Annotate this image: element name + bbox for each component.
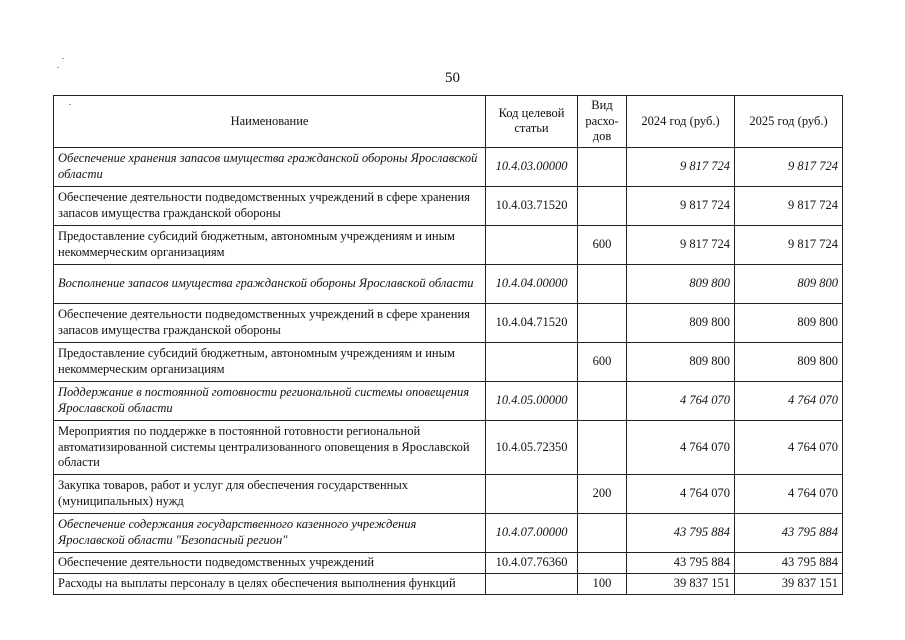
row-name-cell: Предоставление субсидий бюджетным, автономным учреждениям и иным некоммерческим организациям	[54, 342, 486, 381]
table-row	[54, 420, 843, 474]
row-2024-cell: 9 817 724	[627, 186, 735, 225]
row-code-cell: 10.4.03.71520	[486, 186, 578, 225]
row-name-cell: Обеспечение деятельности подведомственных учреждений в сфере хранения запасов имущества гражданской обороны	[54, 303, 486, 342]
row-vid-cell	[578, 552, 627, 573]
row-name-cell: Предоставление субсидий бюджетным, автономным учреждениям и иным некоммерческим организациям	[54, 225, 486, 264]
row-vid-cell: 600	[578, 225, 627, 264]
row-vid-cell: 200	[578, 474, 627, 513]
row-2025-cell: 809 800	[735, 342, 843, 381]
row-code-cell	[486, 342, 578, 381]
row-2024-cell: 4 764 070	[627, 420, 735, 474]
row-code-cell: 10.4.05.00000	[486, 381, 578, 420]
row-vid-cell: 100	[578, 573, 627, 594]
row-2025-cell: 4 764 070	[735, 381, 843, 420]
row-name-cell: Расходы на выплаты персоналу в целях обеспечения выполнения функций	[54, 573, 486, 594]
table-row	[54, 381, 843, 420]
row-name-cell: Мероприятия по поддержке в постоянной готовности региональной автоматизированной системы централизованного оповещения в Ярославской области	[54, 420, 486, 474]
row-code-cell: 10.4.04.00000	[486, 264, 578, 303]
row-name-cell: Обеспечение хранения запасов имущества гражданской обороны Ярославской области	[54, 147, 486, 186]
row-vid-cell	[578, 381, 627, 420]
row-vid-cell	[578, 264, 627, 303]
row-name-cell: Поддержание в постоянной готовности региональной системы оповещения Ярославской области	[54, 381, 486, 420]
row-2024-cell: 43 795 884	[627, 552, 735, 573]
header-code: Код целевой статьи	[486, 96, 578, 148]
table-row	[54, 573, 843, 594]
row-code-cell: 10.4.07.00000	[486, 513, 578, 552]
row-2024-cell: 9 817 724	[627, 225, 735, 264]
row-code-cell	[486, 225, 578, 264]
row-2025-cell: 9 817 724	[735, 225, 843, 264]
row-name-cell: Закупка товаров, работ и услуг для обеспечения государственных (муниципальных) нужд	[54, 474, 486, 513]
row-2025-cell: 43 795 884	[735, 552, 843, 573]
header-2024: 2024 год (руб.)	[627, 96, 735, 148]
row-2025-cell: 4 764 070	[735, 420, 843, 474]
table-row	[54, 147, 843, 186]
row-2025-cell: 809 800	[735, 264, 843, 303]
table-row	[54, 342, 843, 381]
row-code-cell	[486, 474, 578, 513]
row-code-cell: 10.4.03.00000	[486, 147, 578, 186]
header-name: Наименование	[54, 96, 486, 148]
row-vid-cell	[578, 147, 627, 186]
table-row	[54, 513, 843, 552]
row-2024-cell: 9 817 724	[627, 147, 735, 186]
row-name-cell: Восполнение запасов имущества гражданской обороны Ярославской области	[54, 264, 486, 303]
table-header-row	[54, 96, 843, 148]
row-name-cell: Обеспечение деятельности подведомственных учреждений	[54, 552, 486, 573]
row-2025-cell: 4 764 070	[735, 474, 843, 513]
header-vid: Вид расхо-дов	[578, 96, 627, 148]
row-2024-cell: 43 795 884	[627, 513, 735, 552]
table-row	[54, 186, 843, 225]
row-2025-cell: 43 795 884	[735, 513, 843, 552]
table-row	[54, 303, 843, 342]
row-name-cell: Обеспечение деятельности подведомственных учреждений в сфере хранения запасов имущества гражданской обороны	[54, 186, 486, 225]
row-vid-cell	[578, 303, 627, 342]
table-row	[54, 225, 843, 264]
row-2025-cell: 39 837 151	[735, 573, 843, 594]
budget-table	[53, 95, 843, 595]
row-vid-cell	[578, 420, 627, 474]
row-2025-cell: 9 817 724	[735, 147, 843, 186]
row-2025-cell: 9 817 724	[735, 186, 843, 225]
scan-mark	[57, 67, 59, 68]
row-2025-cell: 809 800	[735, 303, 843, 342]
table-body	[54, 147, 843, 594]
row-2024-cell: 4 764 070	[627, 381, 735, 420]
row-2024-cell: 809 800	[627, 264, 735, 303]
row-2024-cell: 4 764 070	[627, 474, 735, 513]
row-code-cell: 10.4.07.76360	[486, 552, 578, 573]
table-row	[54, 552, 843, 573]
row-2024-cell: 809 800	[627, 303, 735, 342]
row-vid-cell	[578, 186, 627, 225]
row-name-cell: Обеспечение содержания государственного казенного учреждения Ярославской области "Безопасный регион"	[54, 513, 486, 552]
row-code-cell	[486, 573, 578, 594]
table-row	[54, 264, 843, 303]
row-code-cell: 10.4.04.71520	[486, 303, 578, 342]
page-number: 50	[445, 70, 460, 86]
row-2024-cell: 809 800	[627, 342, 735, 381]
row-vid-cell	[578, 513, 627, 552]
row-2024-cell: 39 837 151	[627, 573, 735, 594]
row-code-cell: 10.4.05.72350	[486, 420, 578, 474]
header-2025: 2025 год (руб.)	[735, 96, 843, 148]
row-vid-cell: 600	[578, 342, 627, 381]
table-row	[54, 474, 843, 513]
scan-mark	[62, 58, 64, 59]
